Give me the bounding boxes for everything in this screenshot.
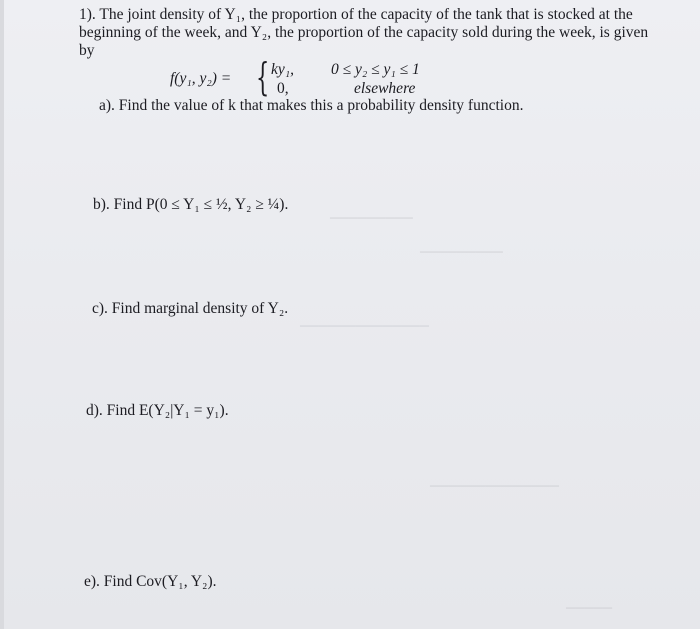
formula-case1-condition: 0 ≤ y₂ ≤ y₁ ≤ 1 xyxy=(331,61,420,78)
formula-case2-condition: elsewhere xyxy=(354,80,416,97)
show-through-text: ───────── xyxy=(330,210,413,225)
show-through-text: ───── xyxy=(566,600,613,615)
formula-brace: { xyxy=(256,55,270,99)
question-c: c). Find marginal density of Y₂. xyxy=(92,300,289,317)
question-e: e). Find Cov(Y₁, Y₂). xyxy=(84,573,217,590)
formula-case2-value: 0, xyxy=(277,80,289,97)
show-through-text: ────────────── xyxy=(300,318,429,333)
question-b: b). Find P(0 ≤ Y₁ ≤ ½, Y₂ ≥ ¼). xyxy=(93,196,289,213)
show-through-text: ───────── xyxy=(420,244,503,259)
problem-statement: 1). The joint density of Y₁, the proportion of the capacity of the tank that is stocked at the beginning of the week, and Y₂, the proportion of the capacity sold during the week, is given by xyxy=(79,6,649,59)
density-formula xyxy=(170,55,470,99)
question-a: a). Find the value of k that makes this a probability density function. xyxy=(99,97,524,114)
formula-case1-value: ky₁, xyxy=(271,61,295,78)
page-edge xyxy=(0,0,4,629)
formula-lhs: f(y₁, y₂) = xyxy=(170,70,232,87)
question-d: d). Find E(Y₂|Y₁ = y₁). xyxy=(86,402,229,419)
show-through-text: ────────────── xyxy=(430,478,559,493)
